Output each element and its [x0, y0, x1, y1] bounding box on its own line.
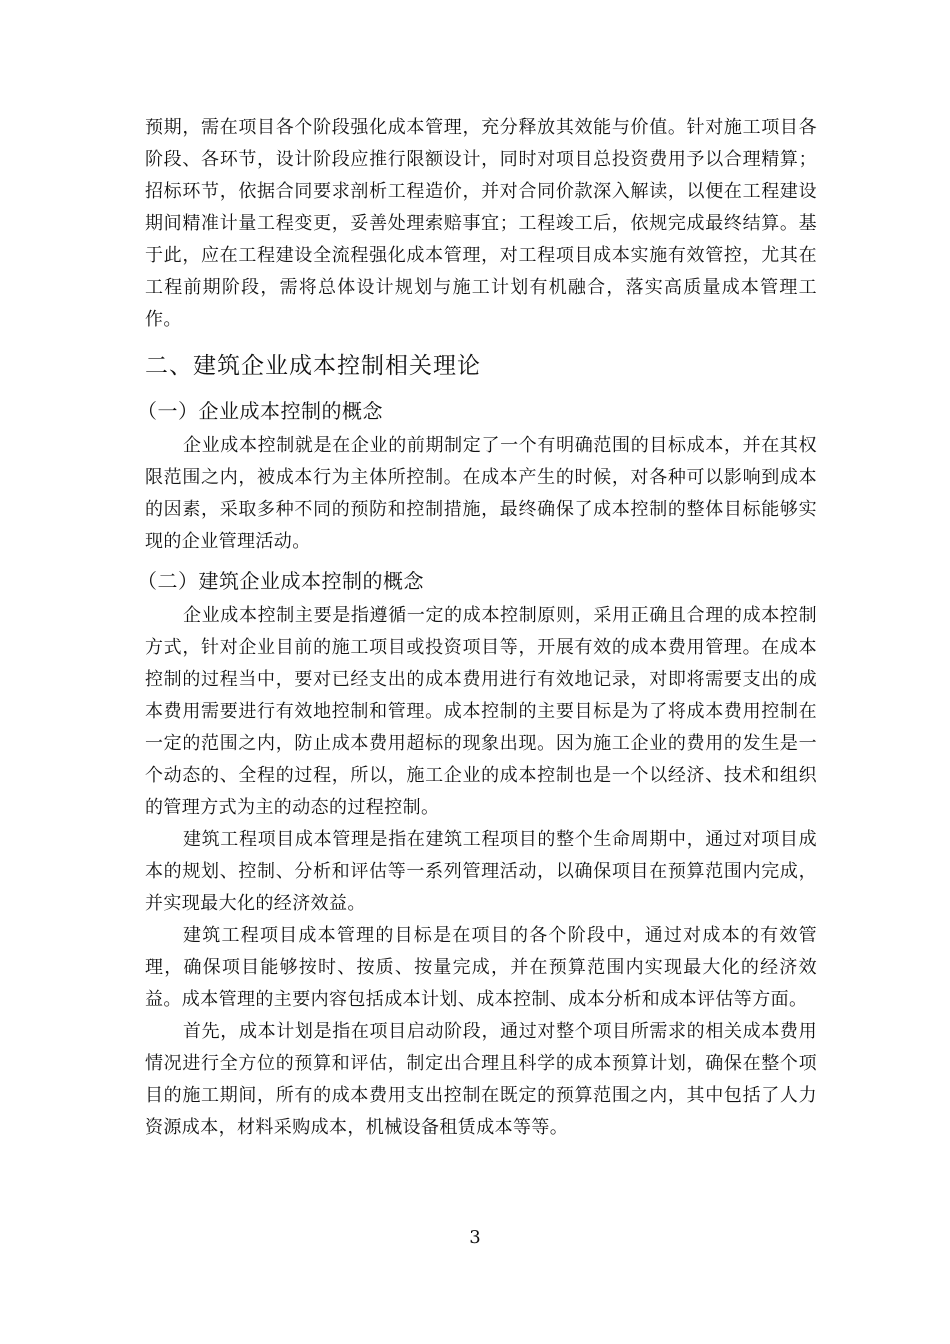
subsection-heading-2: （二）建筑企业成本控制的概念	[137, 569, 424, 593]
body-paragraph: 建筑工程项目成本管理是指在建筑工程项目的整个生命周期中，通过对项目成本的规划、控制、分析和评估等一系列管理活动，以确保项目在预算范围内完成，并实现最大化的经济效益。	[145, 829, 817, 914]
body-paragraph: 企业成本控制主要是指遵循一定的成本控制原则，采用正确且合理的成本控制方式，针对企业目前的施工项目或投资项目等，开展有效的成本费用管理。在成本控制的过程当中，要对已经支出的成本费用进行有效地记录，对即将需要支出的成本费用需要进行有效地控制和管理。成本控制的主要目标是为了将成本费用控制在一定的范围之内，防止成本费用超标的现象出现。因为施工企业的费用的发生是一个动态的、全程的过程，所以，施工企业的成本控制也是一个以经济、技术和组织的管理方式为主的动态的过程控制。	[145, 605, 817, 818]
body-paragraph: 首先，成本计划是指在项目启动阶段，通过对整个项目所需求的相关成本费用情况进行全方位的预算和评估，制定出合理且科学的成本预算计划，确保在整个项目的施工期间，所有的成本费用支出控制在既定的预算范围之内，其中包括了人力资源成本，材料采购成本，机械设备租赁成本等等。	[145, 1021, 817, 1138]
intro-paragraph: 预期，需在项目各个阶段强化成本管理，充分释放其效能与价值。针对施工项目各阶段、各环节，设计阶段应推行限额设计，同时对项目总投资费用予以合理精算；招标环节，依据合同要求剖析工程造价，并对合同价款深入解读，以便在工程建设期间精准计量工程变更，妥善处理索赔事宜；工程竣工后，依规完成最终结算。基于此，应在工程建设全流程强化成本管理，对工程项目成本实施有效管控，尤其在工程前期阶段，需将总体设计规划与施工计划有机融合，落实高质量成本管理工作。	[145, 117, 817, 330]
body-paragraph: 企业成本控制就是在企业的前期制定了一个有明确范围的目标成本，并在其权限范围之内，被成本行为主体所控制。在成本产生的时候，对各种可以影响到成本的因素，采取多种不同的预防和控制措施，最终确保了成本控制的整体目标能够实现的企业管理活动。	[145, 435, 817, 552]
page-body	[137, 112, 817, 1144]
section-heading: 二、建筑企业成本控制相关理论	[145, 353, 481, 379]
body-paragraph: 建筑工程项目成本管理的目标是在项目的各个阶段中，通过对成本的有效管理，确保项目能够按时、按质、按量完成，并在预算范围内实现最大化的经济效益。成本管理的主要内容包括成本计划、成本控制、成本分析和成本评估等方面。	[145, 925, 817, 1010]
subsection-heading-1: （一）企业成本控制的概念	[137, 399, 383, 423]
page-number: 3	[469, 1227, 481, 1248]
